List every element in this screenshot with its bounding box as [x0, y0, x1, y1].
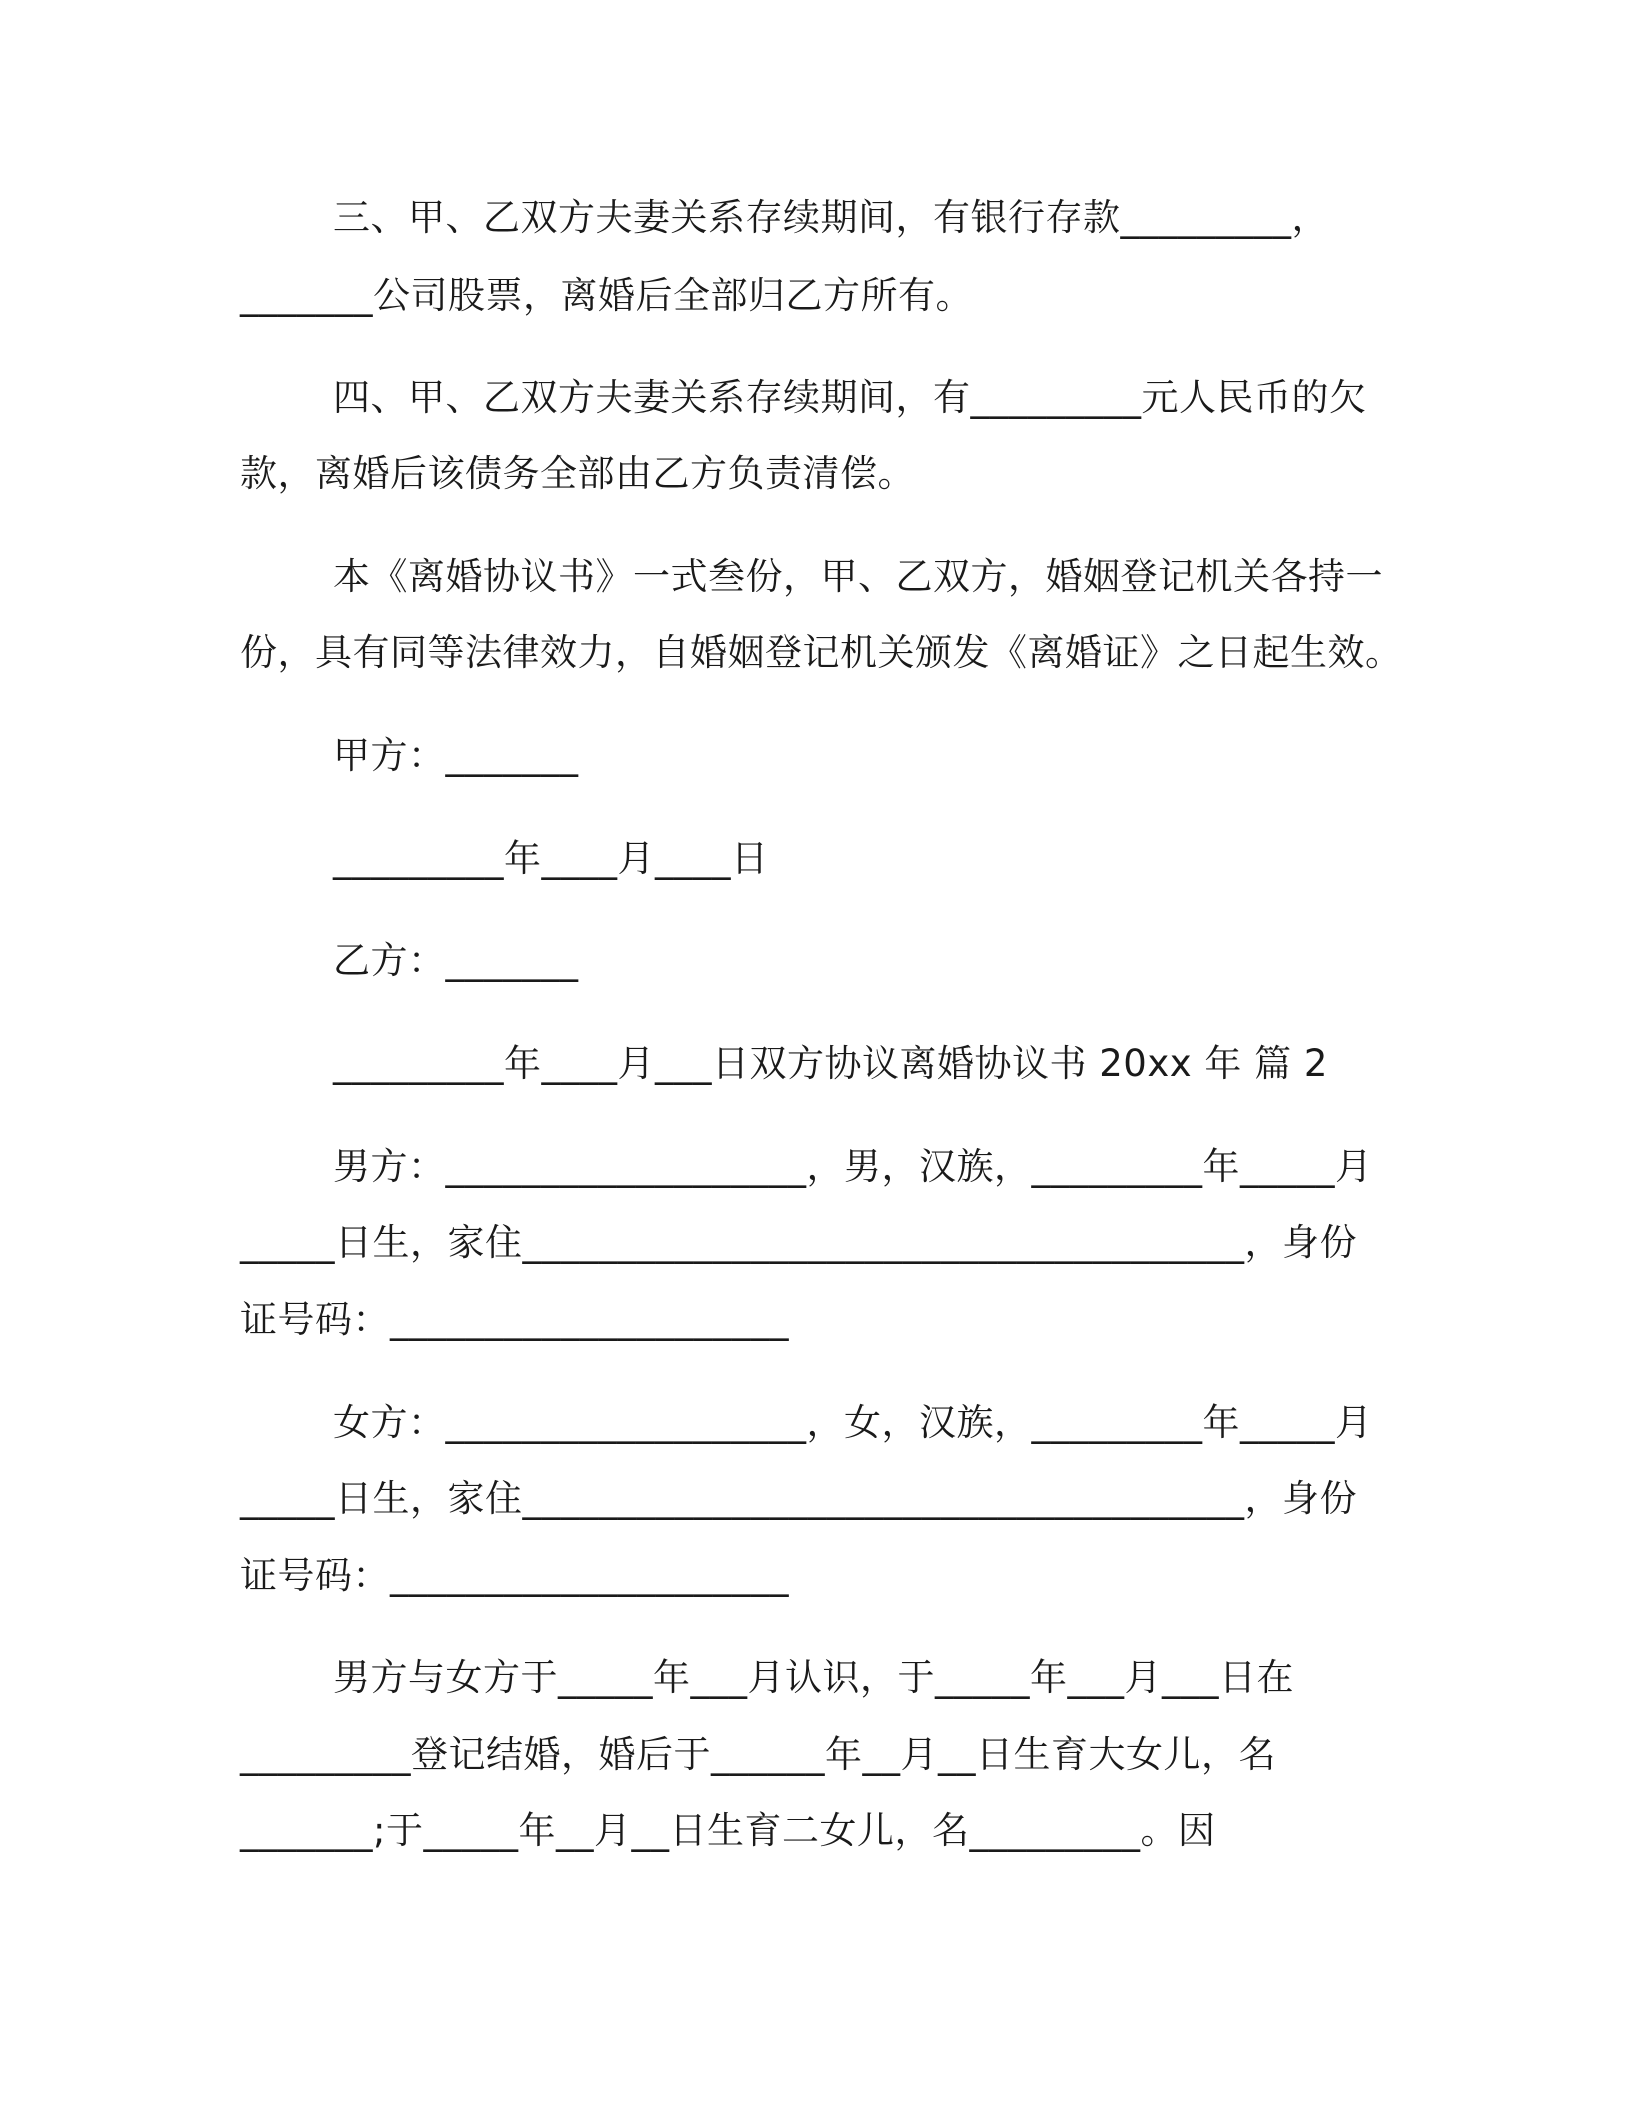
female-party-line-3: 证号码：_____________________	[240, 1554, 789, 1597]
copies-clause-line-1: 本《离婚协议书》一式叁份，甲、乙双方，婚姻登记机关各持一	[333, 555, 1383, 598]
marriage-history-line-3: _______;于_____年__月__日生育二女儿，名_________。因	[240, 1809, 1216, 1852]
marriage-history-line-1: 男方与女方于_____年___月认识，于_____年___月___日在	[333, 1656, 1294, 1699]
clause-three-line-2: _______公司股票，离婚后全部归乙方所有。	[240, 274, 973, 317]
clause-four-line-1: 四、甲、乙双方夫妻关系存续期间，有_________元人民币的欠	[333, 376, 1367, 419]
female-party-line-1: 女方：___________________，女，汉族，_________年_____月	[333, 1401, 1373, 1444]
clause-three-line-1: 三、甲、乙双方夫妻关系存续期间，有银行存款_________，	[333, 196, 1329, 239]
male-party-line-2: _____日生，家住______________________________________，身份	[240, 1221, 1357, 1264]
marriage-history-line-2: _________登记结婚，婚后于______年__月__日生育大女儿，名	[240, 1733, 1276, 1776]
party-b-date-and-heading: _________年____月___日双方协议离婚协议书 20xx 年 篇 2	[333, 1042, 1328, 1085]
copies-clause-line-2: 份，具有同等法律效力，自婚姻登记机关颁发《离婚证》之日起生效。	[240, 631, 1403, 674]
clause-four-line-2: 款，离婚后该债务全部由乙方负责清偿。	[240, 452, 915, 495]
female-party-line-2: _____日生，家住______________________________________，身份	[240, 1477, 1357, 1520]
party-a-date: _________年____月____日	[333, 837, 769, 880]
male-party-line-3: 证号码：_____________________	[240, 1298, 789, 1341]
male-party-line-1: 男方：___________________，男，汉族，_________年_____月	[333, 1145, 1373, 1188]
party-a-signature: 甲方：_______	[333, 734, 579, 777]
party-b-signature: 乙方：_______	[333, 939, 579, 982]
